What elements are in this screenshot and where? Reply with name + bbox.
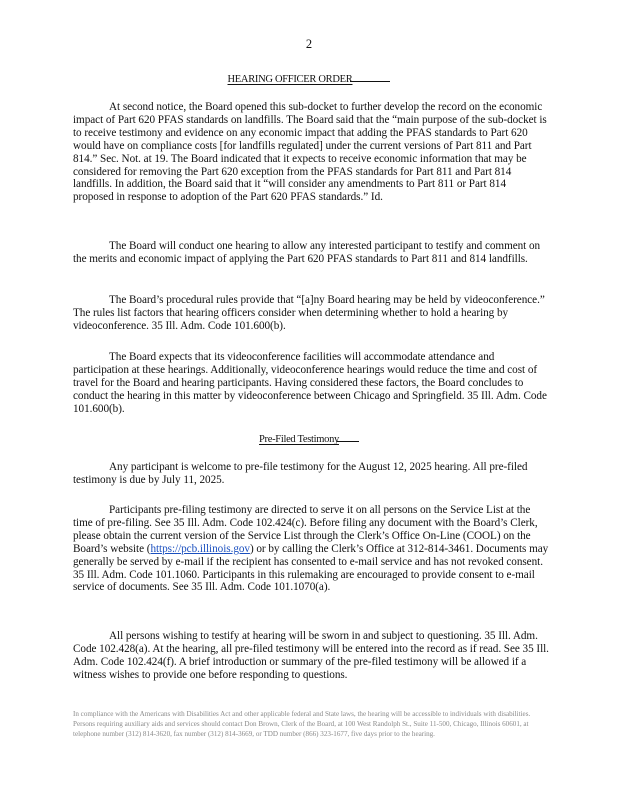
paragraph-second-notice [73,101,549,204]
board-website-link[interactable]: https://pcb.illinois.gov [150,542,250,555]
paragraph-service-list [73,504,549,594]
paragraph-text-part: ) or by calling the Clerk’s Office at 312-814-3461. Documents may generally be served by e-mail if the recipient has consented to e-mail service and has not revoked consent. 35 Ill. Adm. Code 101.1060. Participants in this rulemaking are encouraged to provide consent to e-mail service of documents. See 35 Ill. Adm. Code 101.1070(a). [73,542,549,594]
accessibility-footer: In compliance with the Americans with Disabilities Act and other applicable federal and State laws, the hearing will be accessible to individuals with disabilities. Persons requiring auxiliary aids and services should contact Don Brown, Clerk of the Board, at 100 West Randolph St., Suite 11-500, Chicago, Illinois 60601, at telephone number (312) 814-3620, fax number (312) 814-3669, or TDD number (866) 323-1677, five days prior to the hearing. [73,710,531,738]
section-heading-testimony [0,434,618,445]
paragraph-text: All persons wishing to testify at hearing will be sworn in and subject to questioning. 35 Ill. Adm. Code 102.428(a). At the hearing, all pre-filed testimony will be entered into the record as if read. See 35 Ill. Adm. Code 102.424(f). A brief introduction or summary of the pre-filed testimony will be allowed if a witness wishes to provide one before responding to questions. [73,630,549,681]
paragraph-videoconference [73,351,549,416]
paragraph-procedural-rules [73,294,549,333]
page-number: 2 [305,37,313,51]
paragraph-text: The Board will conduct one hearing to allow any interested participant to testify and comment on the merits and economic impact of applying the Part 620 PFAS standards to Part 811 and 814 landfills. [73,240,541,265]
paragraph-text-part: Participants pre-filing testimony are directed to serve it on all persons on the Service List at the time of pre-filing. See 35 Ill. Adm. Code 102.424(c). Before filing any document with the Board’s Clerk, please obtain the current version of the Service List through the Clerk’s Office On-Line (COOL) on the Board’s website ( [73,504,538,555]
section-heading-order-text: HEARING OFFICER ORDER [227,74,353,85]
paragraph-text: Any participant is welcome to pre-file testimony for the August 12, 2025 hearing. All pre-filed testimony is due by July 11, 2025. [73,461,528,486]
section-heading-testimony-text: Pre-Filed Testimony [259,434,339,445]
paragraph-text: At second notice, the Board opened this sub-docket to further develop the record on the economic impact of Part 620 PFAS standards on landfills. The Board said that the “main purpose of the sub-docket is to receive testimony and evidence on any economic impact that adding the PFAS standards to Part 620 would have on compliance costs [for landfills regulated] under the current versions of Part 811 and Part 814.” Sec. Not. at 19. The Board indicated that it expects to receive economic information that may be considered for removing the Part 620 exception from the PFAS standards for Part 811 and Part 814 landfills. In addition, the Board said that it “will consider any amendments to Part 811 or Part 814 proposed in response to adoption of the Part 620 PFAS standards.” Id. [73,101,547,204]
section-heading-order [0,74,618,85]
paragraph-testify-sworn [73,630,549,682]
paragraph-text: The Board’s procedural rules provide that “[a]ny Board hearing may be held by videoconference.” The rules list factors that hearing officers consider when determining whether to hold a hearing by videoconference. 35 Ill. Adm. Code 101.600(b). [73,294,545,332]
paragraph-text [73,504,549,594]
paragraph-one-hearing [73,240,549,266]
paragraph-prefile-deadline [73,461,549,487]
paragraph-text: The Board expects that its videoconference facilities will accommodate attendance and participation at these hearings. Additionally, videoconference hearings would reduce the time and cost of travel for the Board and hearing participants. Having considered these factors, the Board concludes to conduct the hearing in this matter by videoconference between Chicago and Springfield. 35 Ill. Adm. Code 101.600(b). [73,351,547,415]
